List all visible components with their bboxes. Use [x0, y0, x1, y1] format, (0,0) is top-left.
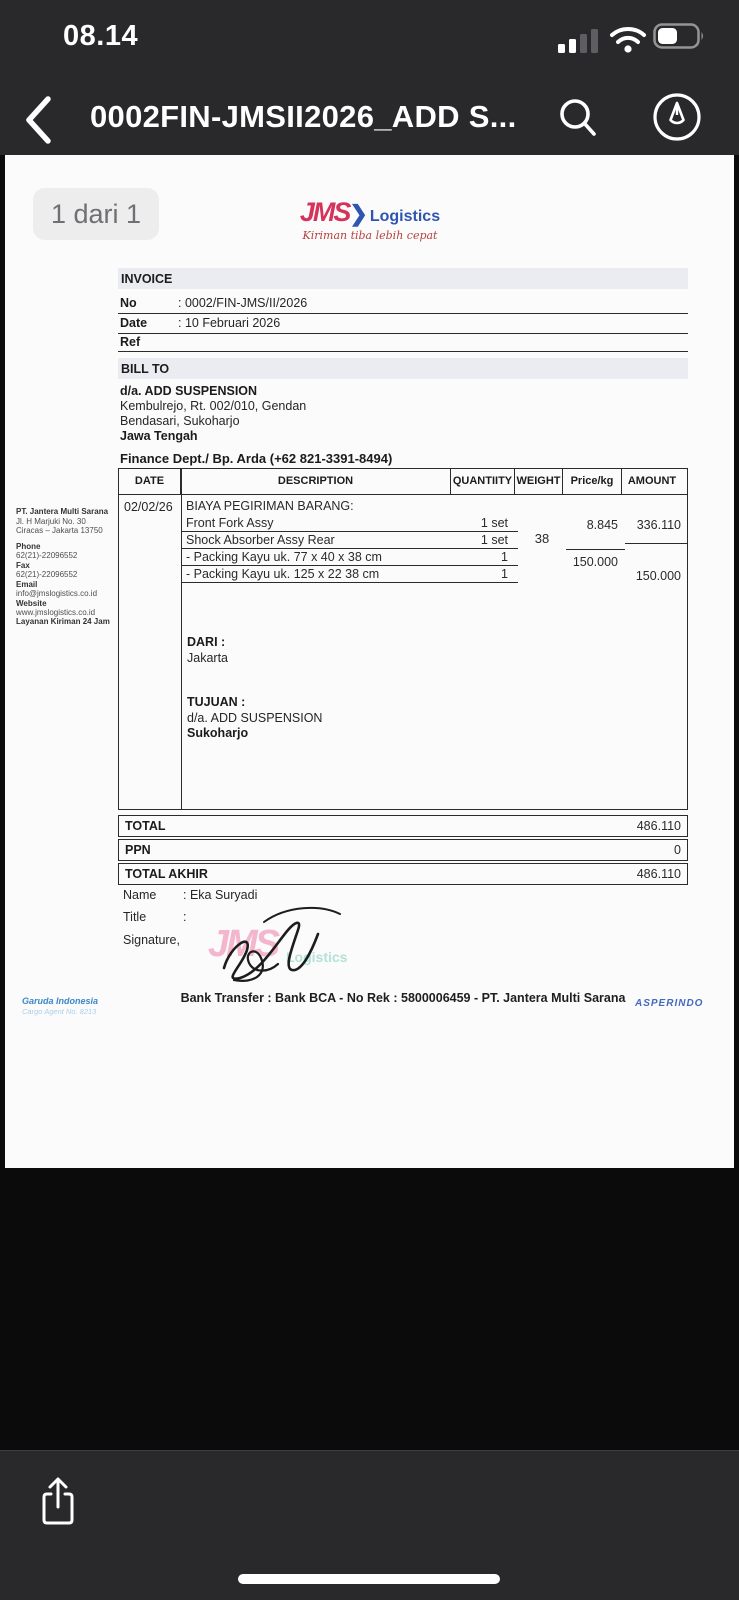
table-row: [181, 497, 518, 514]
total-akhir-value: 486.110: [636, 867, 681, 881]
logo-arrow-icon: ❯: [349, 201, 368, 226]
invoice-date-label: Date: [120, 316, 148, 330]
col-quantity: QUANTIITY: [451, 469, 515, 494]
row-description: Front Fork Assy: [186, 515, 274, 530]
ppn-row: [118, 839, 688, 861]
price-rule: [566, 549, 625, 550]
table-row: [181, 565, 518, 583]
search-icon: [556, 96, 602, 140]
total-akhir-row: [118, 863, 688, 885]
phone-label: Phone: [16, 541, 41, 551]
ppn-value: 0: [674, 843, 681, 857]
company-info-block: [16, 507, 116, 618]
sign-name-label: Name: [123, 888, 157, 902]
item-date: 02/02/26: [124, 500, 173, 514]
bill-to-line1: Kembulrejo, Rt. 002/010, Gendan: [120, 399, 307, 413]
total-value: 486.110: [636, 819, 681, 833]
row-description: - Packing Kayu uk. 77 x 40 x 38 cm: [186, 549, 382, 564]
chevron-left-icon: [20, 92, 70, 148]
search-button[interactable]: [556, 96, 602, 142]
fax-label: Fax: [16, 560, 30, 570]
invoice-date-value: : 10 Februari 2026: [178, 316, 281, 330]
share-icon: [36, 1475, 82, 1527]
status-time: 08.14: [63, 20, 139, 52]
bill-to-line3: Jawa Tengah: [120, 429, 198, 443]
invoice-title-strip: [118, 268, 688, 289]
row-description: BIAYA PEGIRIMAN BARANG:: [186, 498, 354, 513]
row-qty: 1: [501, 549, 508, 564]
top-chrome: [0, 0, 739, 155]
row-qty: 1 set: [480, 515, 508, 530]
item-price-1: 8.845: [586, 518, 618, 532]
pdf-page[interactable]: [5, 155, 734, 1168]
field-rule: [118, 333, 688, 334]
phone-value: 62(21)-22096552: [16, 551, 78, 560]
table-row: [181, 514, 518, 532]
row-qty: 1 set: [480, 532, 508, 547]
total-label: TOTAL: [125, 819, 166, 833]
items-table: [118, 468, 688, 810]
bill-to-line2: Bendasari, Sukoharjo: [120, 414, 240, 428]
bank-transfer-line: Bank Transfer : Bank BCA - No Rek : 5800006459 - PT. Jantera Multi Sarana: [180, 991, 626, 1005]
bill-to-strip: [118, 358, 688, 379]
item-amount-1: 336.110: [636, 518, 681, 532]
total-row: [118, 815, 688, 837]
svg-text:JMS: JMS: [208, 923, 278, 965]
total-akhir-label: TOTAL AKHIR: [125, 867, 208, 881]
col-weight: WEIGHT: [515, 469, 563, 494]
row-description: - Packing Kayu uk. 125 x 22 38 cm: [186, 566, 380, 581]
invoice-title: INVOICE: [121, 272, 173, 286]
col-date: DATE: [119, 469, 181, 494]
col-amount: AMOUNT: [627, 475, 677, 487]
sign-title-label: Title: [123, 910, 147, 924]
table-header-row: [119, 469, 687, 495]
website-label: Website: [16, 598, 47, 608]
sign-title-value: :: [183, 910, 187, 924]
document-title: 0002FIN-JMSII2026_ADD S...: [90, 99, 517, 134]
garuda-agent-text: Cargo Agent No. 8213: [22, 1007, 97, 1016]
service-tagline: Layanan Kiriman 24 Jam: [16, 617, 110, 626]
bill-to-name: d/a. ADD SUSPENSION: [120, 384, 258, 398]
logo-logistics-text: Logistics: [369, 208, 441, 225]
back-button[interactable]: [20, 92, 70, 148]
share-button[interactable]: [36, 1475, 82, 1527]
destination-city: Sukoharjo: [187, 726, 249, 740]
company-city: Ciracas – Jakarta 13750: [16, 526, 103, 535]
home-indicator[interactable]: [238, 1574, 500, 1584]
email-value: info@jmslogistics.co.id: [16, 589, 98, 598]
website-value: www.jmslogistics.co.id: [16, 608, 96, 617]
destination-value: d/a. ADD SUSPENSION: [187, 711, 323, 725]
table-row: [181, 531, 518, 549]
company-street: Jl. H Marjuki No. 30: [16, 516, 86, 526]
wifi-icon: [608, 24, 648, 54]
origin-label: DARI :: [187, 635, 226, 649]
item-amount-2: 150.000: [635, 569, 681, 583]
battery-icon: [653, 22, 707, 50]
page-indicator: 1 dari 1: [33, 188, 159, 240]
asperindo-logo-text: ASPERINDO: [635, 998, 704, 1009]
fax-value: 62(21)-22096552: [16, 570, 78, 579]
company-name: PT. Jantera Multi Sarana: [16, 507, 109, 516]
bill-to-title: BILL TO: [121, 362, 170, 376]
cellular-signal-icon: [558, 25, 602, 55]
row-description: Shock Absorber Assy Rear: [186, 532, 335, 547]
destination-label: TUJUAN :: [187, 695, 246, 709]
invoice-no-value: : 0002/FIN-JMS/II/2026: [178, 296, 308, 310]
amount-rule: [625, 543, 687, 544]
markup-pen-icon: [651, 91, 703, 143]
finance-contact-line: Finance Dept./ Bp. Arda (+62 821-3391-8494): [120, 451, 393, 466]
item-weight: 38: [534, 531, 550, 546]
col-description: DESCRIPTION: [181, 469, 451, 494]
item-price-2: 150.000: [572, 555, 618, 569]
sign-name-value: : Eka Suryadi: [183, 888, 258, 902]
invoice-ref-label: Ref: [120, 335, 141, 349]
signature-image: [200, 900, 360, 990]
markup-button[interactable]: [651, 91, 703, 143]
sign-signature-label: Signature,: [123, 933, 180, 947]
origin-value: Jakarta: [187, 651, 228, 665]
field-rule: [118, 351, 688, 352]
field-rule: [118, 313, 688, 314]
logo-jms-text: JMS: [299, 197, 350, 227]
logo-tagline: Kiriman tiba lebih cepat: [302, 229, 438, 242]
invoice-no-label: No: [120, 296, 137, 310]
svg-text:Logistics: Logistics: [286, 949, 348, 965]
jms-logistics-logo: [260, 197, 480, 228]
table-row: [181, 548, 518, 566]
row-qty: 1: [501, 566, 508, 581]
email-label: Email: [16, 579, 38, 589]
garuda-logo-text: Garuda Indonesia: [22, 996, 99, 1006]
col-price: Price/kg: [563, 469, 622, 494]
ppn-label: PPN: [125, 843, 151, 857]
